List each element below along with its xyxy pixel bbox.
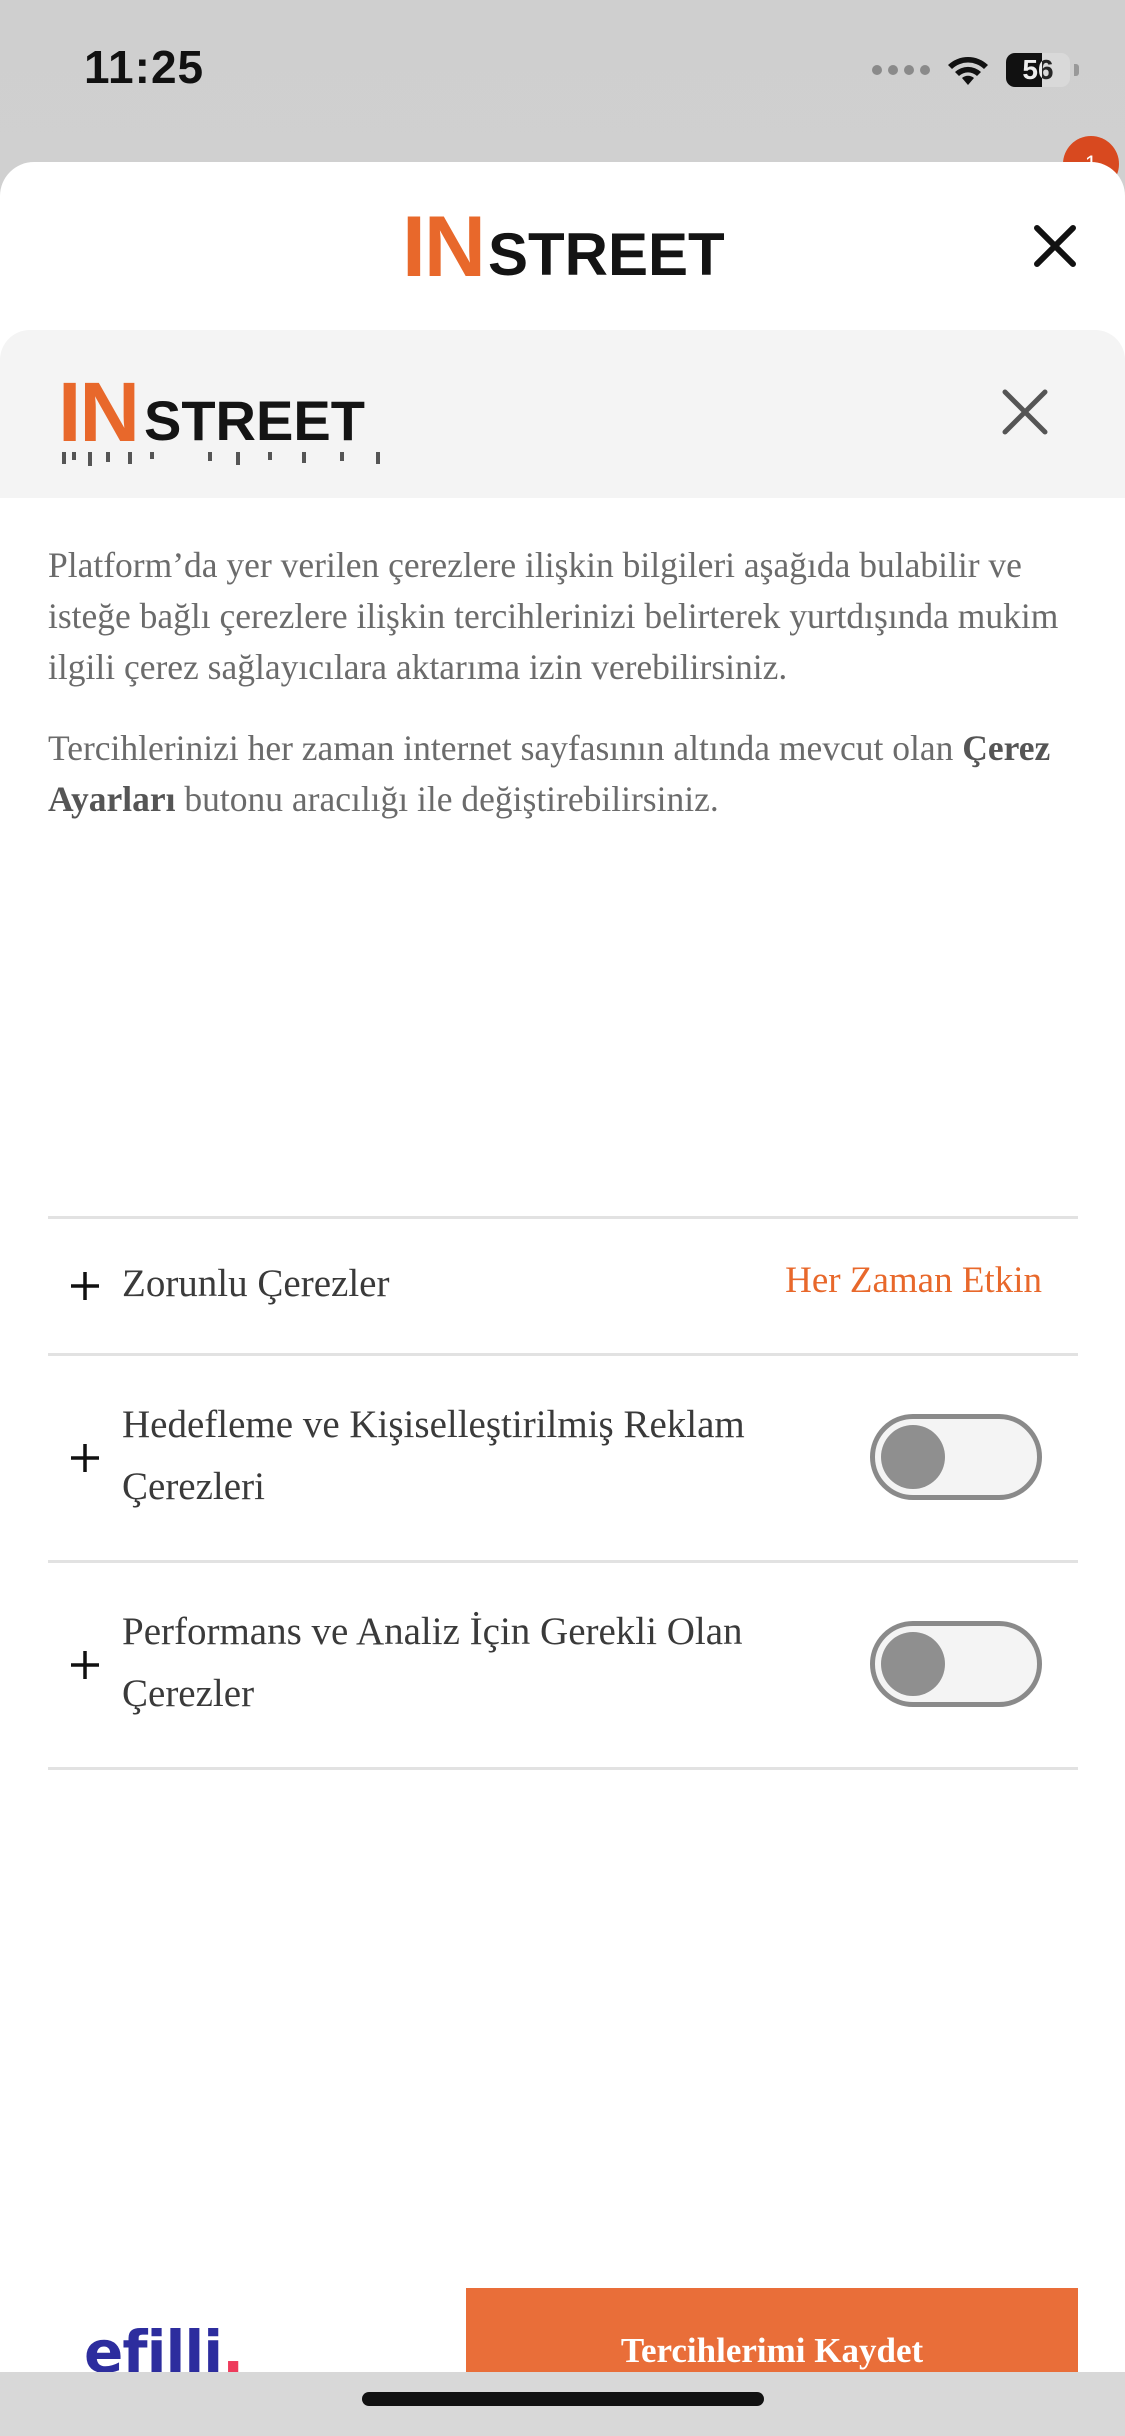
modal-logo-in-text: IN — [58, 365, 138, 459]
close-icon — [1025, 216, 1085, 276]
wifi-icon — [946, 53, 990, 87]
expand-plus-icon[interactable] — [70, 1650, 100, 1680]
expand-plus-icon[interactable] — [70, 1271, 100, 1301]
cellular-signal-icon — [872, 65, 930, 75]
modal-logo-street-text: STREET — [144, 389, 365, 452]
cookie-category-targeting[interactable] — [48, 1356, 1078, 1563]
battery-icon — [1006, 53, 1070, 87]
status-bar — [0, 0, 1125, 150]
modal-close-button[interactable] — [995, 382, 1055, 442]
intro-paragraph-2 — [48, 723, 1078, 825]
always-active-label: Her Zaman Etkin — [785, 1260, 1042, 1301]
performance-cookies-toggle[interactable] — [870, 1621, 1042, 1707]
status-time: 11:25 — [84, 41, 205, 93]
intro-paragraph-1: Platform’da yer verilen çerezlere ilişkin bilgileri aşağıda bulabilir ve isteğe bağlı çerezlere ilişkin tercihlerinizi belirterek yurtdışında mukim ilgili çerez sağlayıcılara aktarıma izin verebilirsiniz. — [48, 545, 1059, 687]
intro-paragraph-2-end: butonu aracılığı ile değiştirebilirsiniz. — [175, 779, 719, 819]
efilli-logo[interactable] — [84, 2318, 243, 2372]
outer-sheet — [0, 162, 1125, 2372]
modal-header — [0, 330, 1125, 498]
expand-plus-icon[interactable] — [70, 1443, 100, 1473]
status-icons — [872, 48, 1079, 92]
logo-street-text: STREET — [488, 221, 725, 288]
toggle-knob — [881, 1632, 945, 1696]
cookie-category-title: Hedefleme ve Kişiselleştirilmiş Reklam Çerezleri — [122, 1403, 745, 1508]
brand-text: efilli — [84, 2318, 223, 2372]
close-icon — [995, 382, 1055, 442]
outer-header — [0, 162, 1125, 330]
cookie-category-title: Zorunlu Çerezler — [122, 1262, 390, 1305]
modal-instreet-logo — [58, 365, 365, 459]
logo-in-text: IN — [402, 199, 484, 295]
battery-level: 56 — [1022, 54, 1054, 85]
cookie-category-necessary[interactable] — [48, 1219, 1078, 1356]
cookie-preferences-modal — [0, 330, 1125, 2372]
toggle-knob — [881, 1425, 945, 1489]
cookie-category-performance[interactable] — [48, 1563, 1078, 1770]
cookie-settings-emphasis: Çerez Ayarları — [48, 728, 1051, 819]
intro-text — [48, 540, 1078, 855]
logo-drips-decoration — [60, 452, 390, 468]
targeting-cookies-toggle[interactable] — [870, 1414, 1042, 1500]
instreet-logo — [402, 199, 725, 295]
outer-close-button[interactable] — [1025, 216, 1085, 276]
intro-paragraph-2-start: Tercihlerinizi her zaman internet sayfasının altında mevcut olan — [48, 728, 963, 768]
home-indicator[interactable] — [362, 2392, 764, 2406]
cookie-category-title: Performans ve Analiz İçin Gerekli Olan Çerezler — [122, 1610, 743, 1715]
save-preferences-button[interactable]: Tercihlerimi Kaydet — [466, 2288, 1078, 2372]
cookie-category-list — [48, 1216, 1078, 1770]
brand-dot: . — [222, 2318, 244, 2372]
